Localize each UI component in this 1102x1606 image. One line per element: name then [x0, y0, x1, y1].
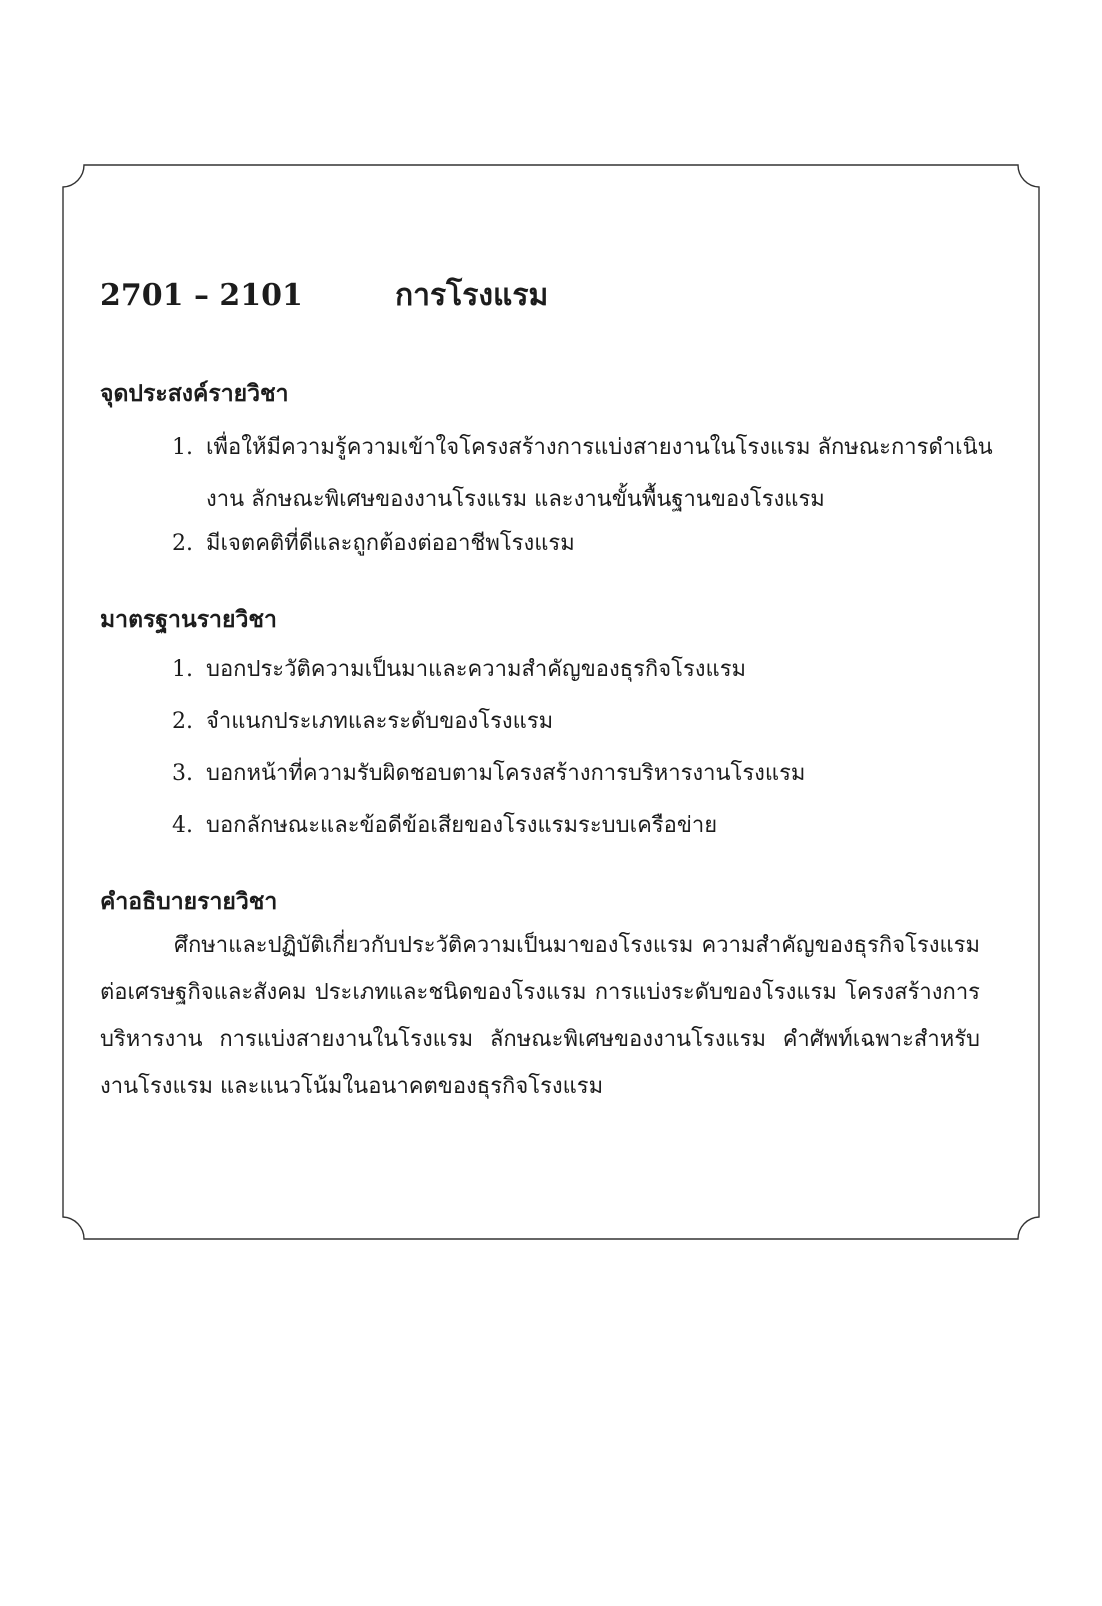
course-code: 2701 – 2101	[100, 278, 303, 313]
standard-text: จำแนกประเภทและระดับของโรงแรม	[206, 709, 554, 734]
standard-number: 2.	[172, 709, 193, 734]
objective-item	[172, 422, 1002, 526]
standard-item	[172, 696, 1002, 748]
standard-item	[172, 644, 1002, 696]
standard-number: 4.	[172, 813, 193, 838]
standard-text: บอกประวัติความเป็นมาและความสำคัญของธุรกิจโรงแรม	[206, 657, 747, 682]
course-name: การโรงแรม	[395, 278, 549, 313]
standard-item	[172, 748, 1002, 800]
objective-number: 1.	[172, 435, 193, 460]
objective-text: มีเจตคติที่ดีและถูกต้องต่ออาชีพโรงแรม	[206, 531, 575, 556]
description-heading: คำอธิบายรายวิชา	[100, 888, 278, 915]
standard-number: 1.	[172, 657, 193, 682]
standard-text: บอกลักษณะและข้อดีข้อเสียของโรงแรมระบบเครือข่าย	[206, 813, 718, 838]
objective-text: เพื่อให้มีความรู้ความเข้าใจโครงสร้างการแบ่งสายงานในโรงแรม ลักษณะการดำเนินงาน ลักษณะพิเศษของงานโรงแรม และงานขั้นพื้นฐานของโรงแรม	[206, 435, 993, 512]
objective-number: 2.	[172, 531, 193, 556]
standard-text: บอกหน้าที่ความรับผิดชอบตามโครงสร้างการบริหารงานโรงแรม	[206, 761, 806, 786]
course-header	[100, 272, 1000, 322]
description-paragraph: ศึกษาและปฏิบัติเกี่ยวกับประวัติความเป็นมาของโรงแรม ความสำคัญของธุรกิจโรงแรมต่อเศรษฐกิจและสังคม ประเภทและชนิดของโรงแรม การแบ่งระดับของโรงแรม โครงสร้างการบริหารงาน การแบ่งสายงานในโรงแรม ลักษณะพิเศษของงานโรงแรม คำศัพท์เฉพาะสำหรับงานโรงแรม และแนวโน้มในอนาคตของธุรกิจโรงแรม	[100, 933, 980, 1099]
standard-number: 3.	[172, 761, 193, 786]
objective-item	[172, 518, 1002, 570]
objectives-heading: จุดประสงค์รายวิชา	[100, 380, 289, 407]
standards-heading: มาตรฐานรายวิชา	[100, 606, 277, 633]
standard-item	[172, 800, 1002, 852]
course-content	[100, 272, 1000, 1099]
